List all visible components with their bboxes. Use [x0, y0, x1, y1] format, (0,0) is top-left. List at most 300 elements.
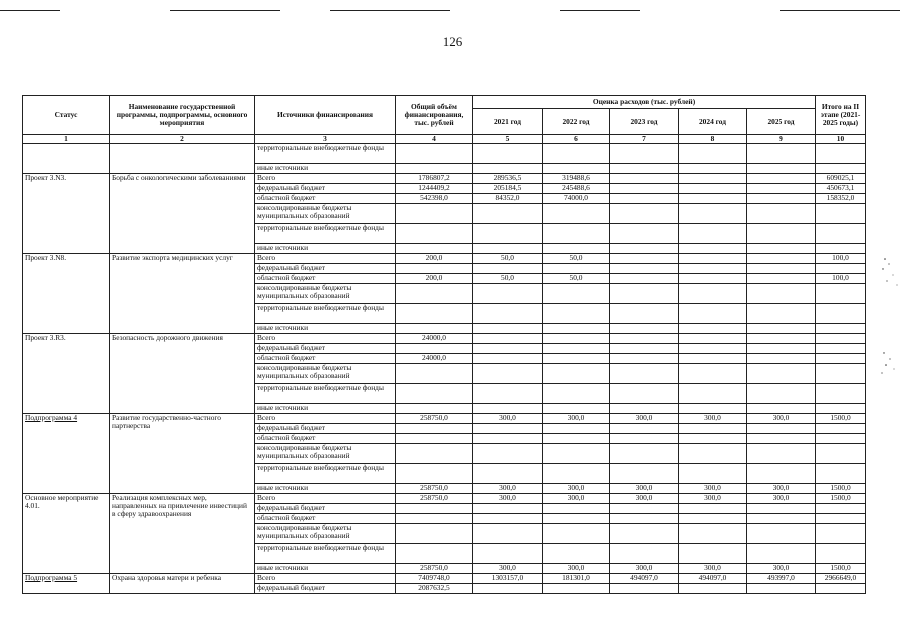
year-value: [610, 354, 679, 364]
stage-total-value: [816, 464, 866, 484]
year-value: [610, 444, 679, 464]
year-value: [543, 504, 610, 514]
funding-source: Всего: [255, 334, 396, 344]
year-value: [473, 444, 543, 464]
year-value: [679, 434, 747, 444]
row-name: Развитие государственно-частного партнерства: [110, 414, 255, 494]
stage-total-value: [816, 434, 866, 444]
header-year: 2023 год: [610, 109, 679, 135]
year-value: [543, 264, 610, 274]
year-value: [473, 344, 543, 354]
year-value: 300,0: [747, 564, 816, 574]
year-value: [679, 284, 747, 304]
funding-source: областной бюджет: [255, 194, 396, 204]
header-year: 2025 год: [747, 109, 816, 135]
funding-source: консолидированные бюджеты муниципальных образований: [255, 524, 396, 544]
row-name: Безопасность дорожного движения: [110, 334, 255, 414]
total-value: 258750,0: [396, 484, 473, 494]
funding-source: федеральный бюджет: [255, 424, 396, 434]
year-value: [610, 174, 679, 184]
year-value: 300,0: [610, 484, 679, 494]
year-value: [610, 184, 679, 194]
year-value: [747, 544, 816, 564]
column-number: 10: [816, 135, 866, 144]
total-value: 24000,0: [396, 334, 473, 344]
year-value: [610, 384, 679, 404]
year-value: [610, 304, 679, 324]
funding-source: федеральный бюджет: [255, 184, 396, 194]
year-value: [747, 264, 816, 274]
year-value: [679, 304, 747, 324]
year-value: 300,0: [747, 414, 816, 424]
year-value: [679, 334, 747, 344]
year-value: [543, 404, 610, 414]
total-value: [396, 224, 473, 244]
stage-total-value: [816, 204, 866, 224]
stage-total-value: 450673,1: [816, 184, 866, 194]
year-value: [610, 254, 679, 264]
funding-source: Всего: [255, 254, 396, 264]
table-row: [23, 414, 866, 424]
funding-source: консолидированные бюджеты муниципальных образований: [255, 204, 396, 224]
scan-artifact: [780, 10, 900, 11]
header-status: Статус: [23, 96, 110, 135]
year-value: [543, 304, 610, 324]
year-value: [747, 334, 816, 344]
total-value: [396, 424, 473, 434]
year-value: [747, 424, 816, 434]
total-value: [396, 344, 473, 354]
total-value: 2087632,5: [396, 584, 473, 594]
stage-total-value: [816, 444, 866, 464]
year-value: [473, 144, 543, 164]
year-value: [473, 354, 543, 364]
scan-artifact: [170, 10, 280, 11]
stage-total-value: 1500,0: [816, 484, 866, 494]
year-value: 300,0: [679, 494, 747, 504]
stage-total-value: [816, 514, 866, 524]
row-name: [110, 144, 255, 174]
total-value: 7409748,0: [396, 574, 473, 584]
year-value: [473, 524, 543, 544]
funding-source: иные источники: [255, 404, 396, 414]
year-value: [473, 544, 543, 564]
year-value: [679, 224, 747, 244]
header-sources: Источники финансирования: [255, 96, 396, 135]
year-value: [679, 444, 747, 464]
row-name: Охрана здоровья матери и ребенка: [110, 574, 255, 594]
funding-source: федеральный бюджет: [255, 344, 396, 354]
year-value: 181301,0: [543, 574, 610, 584]
total-value: 258750,0: [396, 414, 473, 424]
total-value: [396, 204, 473, 224]
year-value: [610, 274, 679, 284]
year-value: 300,0: [473, 564, 543, 574]
funding-source: федеральный бюджет: [255, 264, 396, 274]
scan-noise: [875, 255, 905, 385]
year-value: [473, 364, 543, 384]
year-value: [543, 464, 610, 484]
total-value: [396, 364, 473, 384]
year-value: [747, 584, 816, 594]
year-value: [679, 544, 747, 564]
year-value: [679, 584, 747, 594]
year-value: [747, 284, 816, 304]
stage-total-value: [816, 164, 866, 174]
column-number: 1: [23, 135, 110, 144]
year-value: [473, 424, 543, 434]
year-value: [473, 204, 543, 224]
stage-total-value: 609025,1: [816, 174, 866, 184]
year-value: [473, 164, 543, 174]
total-value: [396, 434, 473, 444]
stage-total-value: 100,0: [816, 254, 866, 264]
row-name: Борьба с онкологическими заболеваниями: [110, 174, 255, 254]
total-value: [396, 164, 473, 174]
year-value: [610, 504, 679, 514]
year-value: [747, 364, 816, 384]
year-value: [473, 334, 543, 344]
year-value: [610, 334, 679, 344]
year-value: 50,0: [543, 254, 610, 264]
table-row: [23, 174, 866, 184]
column-number: 2: [110, 135, 255, 144]
year-value: 245488,6: [543, 184, 610, 194]
total-value: 200,0: [396, 254, 473, 264]
year-value: 74000,0: [543, 194, 610, 204]
year-value: [747, 164, 816, 174]
year-value: [747, 524, 816, 544]
year-value: [679, 194, 747, 204]
funding-source: территориальные внебюджетные фонды: [255, 304, 396, 324]
stage-total-value: 158352,0: [816, 194, 866, 204]
year-value: [747, 344, 816, 354]
year-value: [747, 244, 816, 254]
year-value: [543, 544, 610, 564]
year-value: [747, 274, 816, 284]
table-row: [23, 334, 866, 344]
year-value: 50,0: [473, 274, 543, 284]
year-value: [473, 284, 543, 304]
year-value: [679, 174, 747, 184]
year-value: [747, 514, 816, 524]
total-value: [396, 244, 473, 254]
year-value: 84352,0: [473, 194, 543, 204]
column-number: 6: [543, 135, 610, 144]
year-value: [747, 304, 816, 324]
row-status: Подпрограмма 4: [23, 414, 110, 494]
budget-table-body: [23, 144, 866, 594]
year-value: [473, 404, 543, 414]
funding-source: федеральный бюджет: [255, 504, 396, 514]
year-value: [543, 424, 610, 434]
funding-source: Всего: [255, 174, 396, 184]
year-value: 300,0: [679, 414, 747, 424]
row-status: Проект 3.N3.: [23, 174, 110, 254]
total-value: [396, 504, 473, 514]
year-value: [747, 144, 816, 164]
year-value: [747, 444, 816, 464]
year-value: [610, 424, 679, 434]
year-value: [473, 514, 543, 524]
year-value: 1303157,0: [473, 574, 543, 584]
year-value: [747, 504, 816, 514]
year-value: 300,0: [473, 484, 543, 494]
year-value: [747, 434, 816, 444]
total-value: [396, 264, 473, 274]
year-value: [473, 304, 543, 324]
stage-total-value: [816, 524, 866, 544]
year-value: [543, 584, 610, 594]
stage-total-value: [816, 364, 866, 384]
funding-source: Всего: [255, 494, 396, 504]
row-status: [23, 144, 110, 174]
stage-total-value: 2966649,0: [816, 574, 866, 584]
year-value: [473, 324, 543, 334]
stage-total-value: [816, 384, 866, 404]
stage-total-value: [816, 584, 866, 594]
funding-source: иные источники: [255, 564, 396, 574]
funding-source: областной бюджет: [255, 434, 396, 444]
year-value: [679, 464, 747, 484]
year-value: [543, 324, 610, 334]
year-value: [473, 434, 543, 444]
stage-total-value: [816, 324, 866, 334]
year-value: [610, 204, 679, 224]
year-value: [679, 244, 747, 254]
year-value: 50,0: [543, 274, 610, 284]
year-value: [610, 244, 679, 254]
scan-artifact: [560, 10, 640, 11]
total-value: [396, 524, 473, 544]
year-value: 289536,5: [473, 174, 543, 184]
year-value: [679, 404, 747, 414]
year-value: 300,0: [679, 564, 747, 574]
year-value: [543, 384, 610, 404]
year-value: [679, 424, 747, 434]
year-value: [679, 524, 747, 544]
funding-source: федеральный бюджет: [255, 584, 396, 594]
stage-total-value: [816, 304, 866, 324]
year-value: [473, 264, 543, 274]
year-value: [543, 144, 610, 164]
year-value: [543, 344, 610, 354]
scan-artifact: [330, 10, 450, 11]
year-value: [679, 364, 747, 384]
row-name: Реализация комплексных мер, направленных на привлечение инвестиций в сферу здравоохранения: [110, 494, 255, 574]
total-value: [396, 514, 473, 524]
year-value: [679, 504, 747, 514]
year-value: [747, 254, 816, 264]
total-value: [396, 544, 473, 564]
year-value: [747, 404, 816, 414]
funding-source: иные источники: [255, 324, 396, 334]
row-status: Основное мероприятие 4.01.: [23, 494, 110, 574]
year-value: [610, 284, 679, 304]
year-value: [679, 144, 747, 164]
funding-source: территориальные внебюджетные фонды: [255, 144, 396, 164]
year-value: 205184,5: [473, 184, 543, 194]
stage-total-value: [816, 344, 866, 354]
row-status: Проект 3.N8.: [23, 254, 110, 334]
funding-source: территориальные внебюджетные фонды: [255, 224, 396, 244]
total-value: 200,0: [396, 274, 473, 284]
row-name: Развитие экспорта медицинских услуг: [110, 254, 255, 334]
total-value: 542398,0: [396, 194, 473, 204]
year-value: [679, 514, 747, 524]
year-value: [610, 164, 679, 174]
table-row: [23, 254, 866, 264]
stage-total-value: [816, 544, 866, 564]
stage-total-value: [816, 424, 866, 434]
row-status: Подпрограмма 5: [23, 574, 110, 594]
year-value: [543, 334, 610, 344]
year-value: 300,0: [543, 494, 610, 504]
total-value: [396, 464, 473, 484]
year-value: [679, 164, 747, 174]
year-value: [747, 184, 816, 194]
year-value: [473, 584, 543, 594]
year-value: [679, 344, 747, 354]
year-value: 319488,6: [543, 174, 610, 184]
header-name: Наименование государственной программы, подпрограммы, основного мероприятия: [110, 96, 255, 135]
year-value: [747, 354, 816, 364]
year-value: [543, 514, 610, 524]
year-value: [610, 324, 679, 334]
total-value: 24000,0: [396, 354, 473, 364]
year-value: [473, 384, 543, 404]
year-value: [543, 524, 610, 544]
total-value: [396, 284, 473, 304]
year-value: [543, 204, 610, 224]
year-value: [610, 434, 679, 444]
year-value: [747, 224, 816, 244]
year-value: [679, 184, 747, 194]
column-number: 3: [255, 135, 396, 144]
total-value: [396, 304, 473, 324]
stage-total-value: 1500,0: [816, 414, 866, 424]
table-row: [23, 494, 866, 504]
total-value: [396, 384, 473, 404]
stage-total-value: [816, 264, 866, 274]
funding-source: консолидированные бюджеты муниципальных образований: [255, 284, 396, 304]
total-value: [396, 144, 473, 164]
year-value: [679, 254, 747, 264]
year-value: [543, 224, 610, 244]
stage-total-value: [816, 244, 866, 254]
year-value: [610, 544, 679, 564]
stage-total-value: [816, 354, 866, 364]
year-value: [679, 324, 747, 334]
year-value: [679, 264, 747, 274]
funding-source: иные источники: [255, 484, 396, 494]
header-total: Общий объём финансирования, тыс. рублей: [396, 96, 473, 135]
year-value: 50,0: [473, 254, 543, 264]
year-value: [679, 274, 747, 284]
year-value: [610, 224, 679, 244]
stage-total-value: 100,0: [816, 274, 866, 284]
header-stage-total: Итого на II этапе (2021-2025 годы): [816, 96, 866, 135]
year-value: 300,0: [543, 414, 610, 424]
header-year: 2022 год: [543, 109, 610, 135]
total-value: [396, 404, 473, 414]
total-value: [396, 324, 473, 334]
year-value: [747, 464, 816, 484]
stage-total-value: 1500,0: [816, 564, 866, 574]
year-value: [610, 344, 679, 354]
column-number: 4: [396, 135, 473, 144]
row-status: Проект 3.R3.: [23, 334, 110, 414]
year-value: [543, 284, 610, 304]
stage-total-value: [816, 334, 866, 344]
funding-source: консолидированные бюджеты муниципальных образований: [255, 364, 396, 384]
total-value: [396, 444, 473, 464]
total-value: 1786807,2: [396, 174, 473, 184]
year-value: [747, 384, 816, 404]
funding-source: Всего: [255, 414, 396, 424]
column-number: 5: [473, 135, 543, 144]
year-value: 300,0: [610, 494, 679, 504]
year-value: 300,0: [473, 494, 543, 504]
funding-source: областной бюджет: [255, 354, 396, 364]
year-value: [610, 584, 679, 594]
year-value: 494097,0: [679, 574, 747, 584]
stage-total-value: 1500,0: [816, 494, 866, 504]
year-value: 300,0: [473, 414, 543, 424]
year-value: [747, 194, 816, 204]
stage-total-value: [816, 284, 866, 304]
year-value: [679, 384, 747, 404]
year-value: [473, 244, 543, 254]
year-value: 300,0: [610, 414, 679, 424]
year-value: 493997,0: [747, 574, 816, 584]
page-number: 126: [442, 34, 463, 49]
header-year: 2024 год: [679, 109, 747, 135]
year-value: [679, 354, 747, 364]
year-value: 300,0: [747, 494, 816, 504]
table-row: [23, 574, 866, 584]
year-value: [543, 444, 610, 464]
year-value: [610, 144, 679, 164]
funding-source: областной бюджет: [255, 514, 396, 524]
header-year: 2021 год: [473, 109, 543, 135]
year-value: 300,0: [543, 484, 610, 494]
total-value: 258750,0: [396, 494, 473, 504]
year-value: [473, 504, 543, 514]
column-number: 7: [610, 135, 679, 144]
year-value: 494097,0: [610, 574, 679, 584]
year-value: [610, 514, 679, 524]
stage-total-value: [816, 504, 866, 514]
year-value: [543, 244, 610, 254]
year-value: [747, 204, 816, 224]
year-value: [610, 364, 679, 384]
budget-table: [22, 95, 866, 594]
year-value: [543, 434, 610, 444]
year-value: [473, 464, 543, 484]
column-number: 9: [747, 135, 816, 144]
stage-total-value: [816, 224, 866, 244]
header-estimate: Оценка расходов (тыс. рублей): [473, 96, 816, 109]
total-value: 258750,0: [396, 564, 473, 574]
funding-source: иные источники: [255, 244, 396, 254]
funding-source: консолидированные бюджеты муниципальных образований: [255, 444, 396, 464]
funding-source: территориальные внебюджетные фонды: [255, 464, 396, 484]
funding-source: территориальные внебюджетные фонды: [255, 384, 396, 404]
table-row: [23, 144, 866, 164]
stage-total-value: [816, 404, 866, 414]
year-value: [543, 354, 610, 364]
